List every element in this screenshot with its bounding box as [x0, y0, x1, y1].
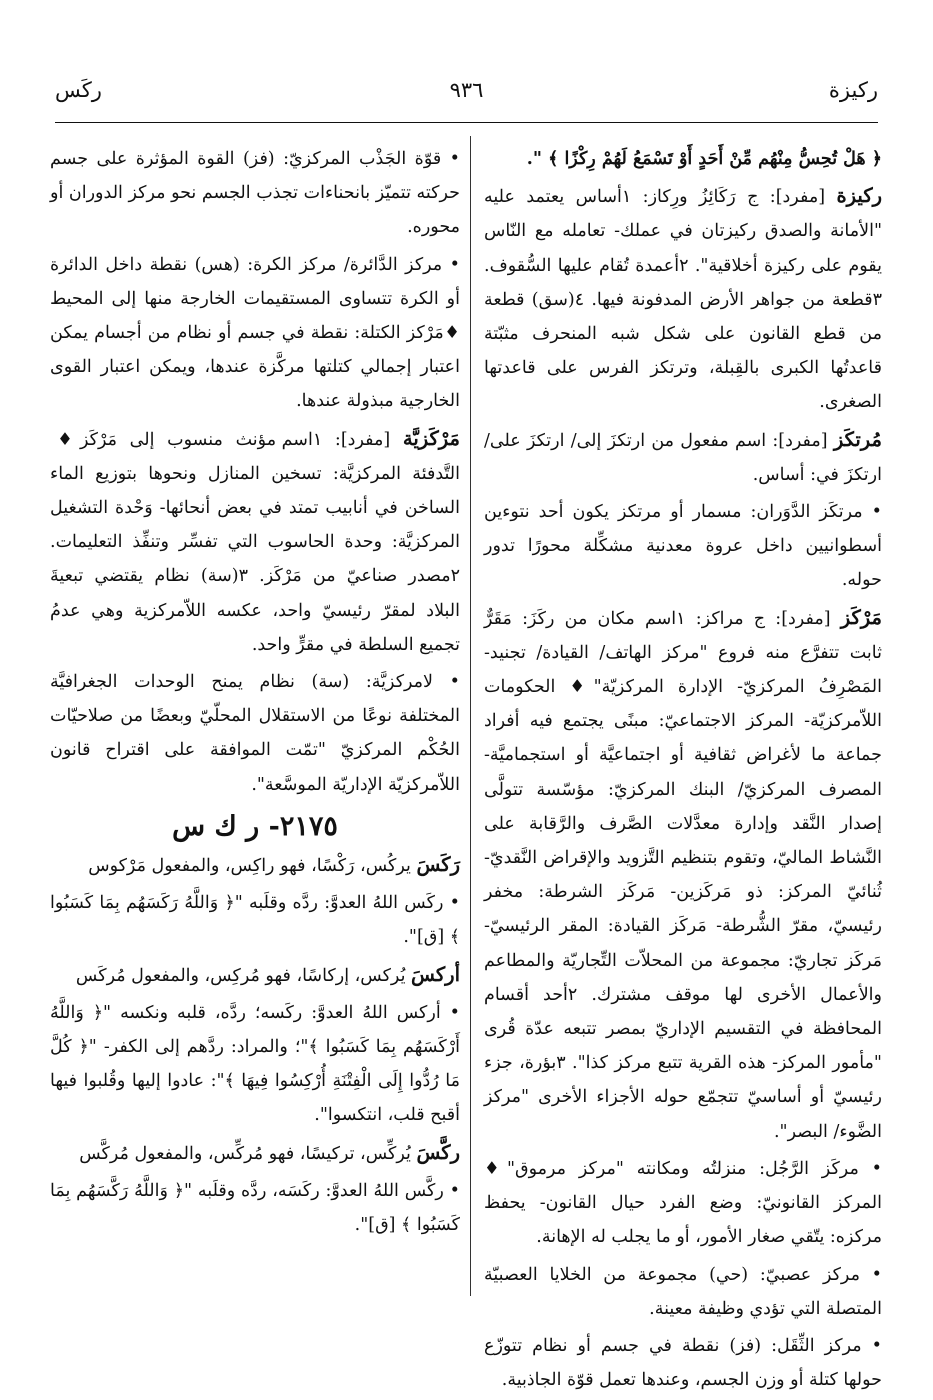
headword: ركيزة [836, 184, 883, 208]
entry-paragraph [50, 848, 460, 883]
root-section-title: ٢١٧٥- ر ك س [172, 810, 338, 842]
entry-body: يُركِّس، تركيسًا، فهو مُركِّس، والمفعول مُركَّس [79, 1143, 417, 1164]
headword: مَرْكَز [840, 605, 882, 629]
entry-paragraph [50, 996, 460, 1133]
entry-body: • قوّة الجَذْب المركزيّ: (فز) القوة المؤثرة على جسم حركته تتميّز بانحناءات تجذب الجسم نحو مركز الدوران أو محوره. [50, 149, 460, 238]
entry-paragraph [50, 1136, 460, 1171]
entry-body: [مفرد]: ج مراكز: ١اسم مكان من ركَزَ: مَقَرٌّ ثابت تتفرَّع منه فروع "مركز الهاتف/ القيادة/ تجنيد- المَصْرِفُ المركزيّ- الإدارة المركزيّة"♦ الحكومات اللاّمركزيّة- المركز الاجتماعيّ: مبنًى يجتمع فيه أفراد جماعة ما لأغراض ثقافية أو اجتماعيَّة أو استجماميَّة- المصرف المركزيّ/ البنك المركزيّ: مؤسّسة تتولَّى إصدار النَّقد وإدارة معدَّلات الصَّرف والرَّقابة على النَّشاط الماليّ، وتقوم بتنظيم التَّزويد والإقراض النَّقديّ- ثُنائيّ المركز: ذو مَركَزين- مَركَز الشرطة: مخفر رئيسيّ، مقرّ الشُّرطة- مَركَز القيادة: المقر الرئيسيّ- مَركَز تجاريّ: مجموعة من المحلاّت التِّجاريّة والمطاعم والأعمال الأخرى لها موقف مشترك. ٢أحد أقسام المحافظة في التقسيم الإداريّ بمصر تتبعه عدّة قُرى "مأمور المركز- هذه القرية تتبع مركز كذا". ٣بؤرة، جزء رئيسيّ أو أساسيّ تتجمّع حوله الأجزاء الأخرى "مركز الضَّوء/ البصر". [484, 608, 882, 1142]
headword: رَكَسَ [416, 853, 460, 877]
entry-body: • ركَس اللهُ العدوَّ: ردَّه وقلَبه "﴿ وَاللَّهُ رَكَسَهُم بِمَا كَسَبُوا ﴾ [ق]". [50, 893, 460, 948]
entry-body: • مركز عصبيّ: (حي) مجموعة من الخلايا العصبيّة المتصلة التي تؤدي وظيفة معينة. [484, 1264, 882, 1319]
entry-body: • مركز الدَّائرة/ مركز الكرة: (هس) نقطة داخل الدائرة أو الكرة تتساوى المستقيمات الخارجة منها إلى المحيط ♦مَرْكز الكتلة: نقطة في جسم أو نظام من أجسام يمكن اعتبار إجمالي كتلتها مركَّزة عندها، ويمكن اعتبار القوى الخارجية مبذولة عندها. [50, 254, 460, 412]
running-head-first-word: ركيزة [828, 78, 878, 102]
entry-body: • مركز الثِّقَل: (فز) نقطة في جسم أو نظام تتوزّع حولها كتلة أو وزن الجسم، وعندها تعمل قوّة الجاذبية. [484, 1335, 882, 1391]
entry-body: يُركس، إركاسًا، فهو مُركِس، والمفعول مُركَس [75, 965, 412, 986]
headword: مُرتكَز [833, 427, 882, 451]
entry-body: • أركس اللهُ العدوَّ: ركَسه؛ ردَّه، قلبه ونكسه "﴿ وَاللَّهُ أَرْكَسَهُم بِمَا كَسَبُوا ﴾"؛ والمراد: ردَّهم إلى الكفر- "﴿ كُلَّ مَا رُدُّوا إِلَى الْفِتْنَةِ أُرْكِسُوا فِيهَا ﴾": عادوا إليها وقُلبوا فيها أقبح قلب، انتكسوا". [50, 1002, 460, 1126]
entry-body: [مفرد]: ١اسم مؤنث منسوب إلى مَرْكَز♦ التَّدفئة المركزيَّة: تسخين المنازل ونحوها بتوزيع الماء الساخن في أنابيب تمتد في بعض أنحائها- وَحْدة التشغيل المركزيَّة: وحدة الحاسوب التي تفسِّر وتنفِّذ التعليمات. ٢مصدر صناعيّ من مَرْكَز. ٣(سة) نظام يقتضي تبعيةَ البلاد لمقرّ رئيسيّ واحد، عكسه اللاّمركزية وهي عدمُ تجميع السلطة في مقرٍّ واحد. [50, 429, 460, 655]
entry-paragraph [484, 179, 882, 419]
entry-paragraph [50, 422, 460, 662]
entry-paragraph [50, 886, 460, 954]
page-number: ٩٣٦ [449, 78, 484, 102]
left-column [50, 142, 460, 1245]
entry-body: • مرتكَز الدَّوَران: مسمار أو مرتكز يكون أحد نتوءين أسطوانيين داخل عروة معدنية مشكِّلة محورًا تدور حوله. [484, 502, 882, 591]
entry-body: [مفرد]: ج رَكَائِزُ ورِكاز: ١أساس يعتمد عليه "الأمانة والصدق ركيزتان في عملك- تعامله مع النّاس يقوم على ركيزة أخلاقية". ٢أعمدة تُقام عليها السُّقوف. ٣قطعة من جواهر الأرض المدفونة فيها. ٤(سق) قطعة من قطع القانون على شكل شبه المنحرف مثبّتة قاعدتُها الكبرى بالقِبلة، وترتكز الفرس على قاعدتها الصغرى. [484, 187, 883, 413]
entry-paragraph [484, 1152, 882, 1255]
entry-body: يركُس، رَكْسًا، فهو راكِس، والمفعول مَرْكوس [88, 856, 417, 877]
headword: مَرْكَزيَّة [402, 426, 460, 450]
entry-paragraph [50, 665, 460, 802]
entry-paragraph [484, 1329, 882, 1397]
entry-paragraph [50, 142, 460, 245]
column-divider [470, 136, 471, 1296]
running-head-last-word: ركَس [55, 78, 102, 102]
entry-body: [مفرد]: اسم مفعول من ارتكزَ إلى/ ارتكزَ على/ ارتكزَ في: أساس. [484, 430, 882, 485]
entry-paragraph: ﴿ هَلْ تُحِسُّ مِنْهُم مِّنْ أَحَدٍ أَوْ تَسْمَعُ لَهُمْ رِكْزًا ﴾ ". [526, 149, 882, 169]
entry-paragraph [484, 423, 882, 492]
entry-body: • مركَز الرَّجُل: منزلتُه ومكانته "مركز مرموق"♦ المركز القانونيّ: وضع الفرد حيال القانون- يحفظ مركزه: يتّقي صغار الأمور، أو ما يجلب له الإهانة. [484, 1158, 882, 1248]
entry-paragraph [484, 601, 882, 1149]
page-header [55, 78, 878, 118]
entry-paragraph [50, 1174, 460, 1242]
entry-body: • ركَّس اللهُ العدوَّ: ركَسَه، ردَّه وقلَبه "﴿ وَاللَّهُ رَكَّسَهُم بِمَا كَسَبُوا ﴾ [ق]". [50, 1180, 460, 1236]
entry-body: • لامركزيَّة: (سة) نظام يمنح الوحدات الجغرافيَّة المختلفة نوعًا من الاستقلال المحلّيّ وبعضًا من صلاحيّات الحُكْم المركزيّ "تمّت الموافقة على اقتراح قانون اللاّمركزيّة الإداريّة الموسَّعة". [50, 672, 460, 795]
entry-paragraph [484, 495, 882, 598]
header-rule [55, 122, 878, 123]
right-column [484, 142, 882, 1400]
entry-paragraph [50, 958, 460, 993]
headword: ركَّسَ [416, 1140, 460, 1164]
headword: أركسَ [411, 962, 460, 986]
entry-paragraph [50, 248, 460, 419]
entry-paragraph [484, 1258, 882, 1326]
